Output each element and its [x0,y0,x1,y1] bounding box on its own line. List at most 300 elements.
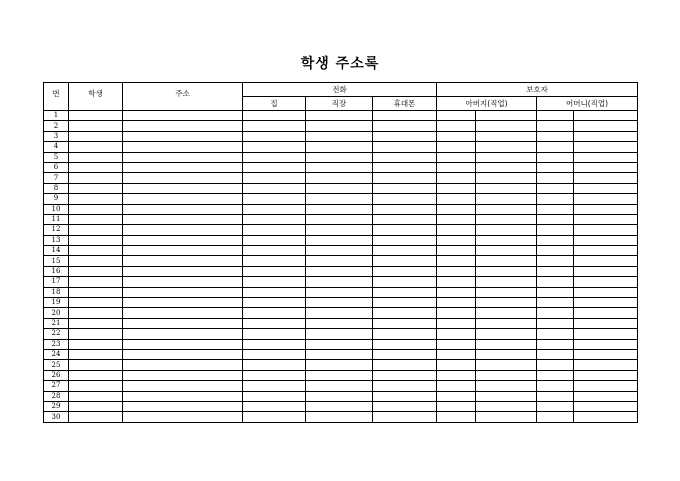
row-number: 5 [44,152,69,162]
mother-occupation-cell[interactable] [574,287,638,297]
father-occupation-cell[interactable] [476,381,537,391]
father-occupation-cell[interactable] [476,225,537,235]
phone-home-cell[interactable] [243,142,306,152]
mother-occupation-cell[interactable] [574,121,638,131]
phone-work-cell[interactable] [306,131,373,141]
table-body [44,111,638,423]
father-occupation-cell[interactable] [476,256,537,266]
mother-occupation-cell[interactable] [574,214,638,224]
table-row [44,194,638,204]
father-cell[interactable] [437,412,476,422]
phone-work-cell[interactable] [306,298,373,308]
father-occupation-cell[interactable] [476,349,537,359]
phone-home-cell[interactable] [243,381,306,391]
name-cell[interactable] [69,287,123,297]
phone-mobile-cell[interactable] [373,287,437,297]
phone-home-cell[interactable] [243,318,306,328]
phone-work-cell[interactable] [306,111,373,121]
phone-work-cell[interactable] [306,287,373,297]
mother-occupation-cell[interactable] [574,401,638,411]
phone-mobile-cell[interactable] [373,235,437,245]
phone-work-cell[interactable] [306,401,373,411]
name-cell[interactable] [69,277,123,287]
address-cell[interactable] [123,162,243,172]
father-occupation-cell[interactable] [476,152,537,162]
name-cell[interactable] [69,401,123,411]
mother-cell[interactable] [537,142,574,152]
father-occupation-cell[interactable] [476,339,537,349]
phone-mobile-cell[interactable] [373,142,437,152]
address-cell[interactable] [123,131,243,141]
name-cell[interactable] [69,370,123,380]
father-occupation-cell[interactable] [476,142,537,152]
name-cell[interactable] [69,214,123,224]
phone-home-cell[interactable] [243,235,306,245]
father-cell[interactable] [437,370,476,380]
mother-occupation-cell[interactable] [574,162,638,172]
mother-cell[interactable] [537,412,574,422]
father-occupation-cell[interactable] [476,121,537,131]
address-cell[interactable] [123,111,243,121]
phone-work-cell[interactable] [306,349,373,359]
row-number: 10 [44,204,69,214]
father-occupation-cell[interactable] [476,183,537,193]
father-occupation-cell[interactable] [476,298,537,308]
row-number: 11 [44,214,69,224]
phone-home-cell[interactable] [243,391,306,401]
phone-home-cell[interactable] [243,246,306,256]
address-cell[interactable] [123,381,243,391]
mother-occupation-cell[interactable] [574,391,638,401]
phone-home-cell[interactable] [243,308,306,318]
phone-home-cell[interactable] [243,121,306,131]
name-cell[interactable] [69,391,123,401]
mother-occupation-cell[interactable] [574,360,638,370]
father-cell[interactable] [437,298,476,308]
mother-occupation-cell[interactable] [574,266,638,276]
father-occupation-cell[interactable] [476,329,537,339]
phone-work-cell[interactable] [306,266,373,276]
address-cell[interactable] [123,194,243,204]
mother-occupation-cell[interactable] [574,329,638,339]
name-cell[interactable] [69,318,123,328]
address-cell[interactable] [123,391,243,401]
mother-occupation-cell[interactable] [574,225,638,235]
father-cell[interactable] [437,391,476,401]
table-row [44,318,638,328]
row-number: 2 [44,121,69,131]
address-cell[interactable] [123,152,243,162]
phone-mobile-cell[interactable] [373,194,437,204]
row-number: 25 [44,360,69,370]
father-occupation-cell[interactable] [476,277,537,287]
table-row [44,412,638,422]
address-cell[interactable] [123,339,243,349]
phone-mobile-cell[interactable] [373,412,437,422]
phone-work-cell[interactable] [306,339,373,349]
address-cell[interactable] [123,287,243,297]
father-cell[interactable] [437,349,476,359]
phone-mobile-cell[interactable] [373,349,437,359]
father-cell[interactable] [437,266,476,276]
father-cell[interactable] [437,121,476,131]
address-cell[interactable] [123,121,243,131]
address-cell[interactable] [123,308,243,318]
father-occupation-cell[interactable] [476,401,537,411]
father-occupation-cell[interactable] [476,266,537,276]
phone-home-cell[interactable] [243,183,306,193]
father-occupation-cell[interactable] [476,162,537,172]
address-cell[interactable] [123,246,243,256]
phone-mobile-cell[interactable] [373,162,437,172]
phone-work-cell[interactable] [306,329,373,339]
phone-mobile-cell[interactable] [373,339,437,349]
row-number: 28 [44,391,69,401]
name-cell[interactable] [69,204,123,214]
name-cell[interactable] [69,235,123,245]
phone-work-cell[interactable] [306,183,373,193]
name-cell[interactable] [69,121,123,131]
phone-mobile-cell[interactable] [373,246,437,256]
phone-mobile-cell[interactable] [373,277,437,287]
mother-cell[interactable] [537,131,574,141]
phone-mobile-cell[interactable] [373,401,437,411]
phone-home-cell[interactable] [243,162,306,172]
phone-mobile-cell[interactable] [373,111,437,121]
row-number: 24 [44,349,69,359]
mother-cell[interactable] [537,329,574,339]
header-phone-home: 집 [243,97,306,111]
father-cell[interactable] [437,173,476,183]
address-cell[interactable] [123,225,243,235]
address-cell[interactable] [123,173,243,183]
row-number: 26 [44,370,69,380]
address-cell[interactable] [123,360,243,370]
father-cell[interactable] [437,339,476,349]
address-cell[interactable] [123,256,243,266]
phone-work-cell[interactable] [306,318,373,328]
mother-cell[interactable] [537,349,574,359]
address-cell[interactable] [123,214,243,224]
phone-home-cell[interactable] [243,277,306,287]
mother-occupation-cell[interactable] [574,152,638,162]
phone-home-cell[interactable] [243,349,306,359]
phone-work-cell[interactable] [306,142,373,152]
phone-mobile-cell[interactable] [373,308,437,318]
phone-home-cell[interactable] [243,287,306,297]
mother-occupation-cell[interactable] [574,204,638,214]
mother-cell[interactable] [537,246,574,256]
mother-occupation-cell[interactable] [574,308,638,318]
mother-occupation-cell[interactable] [574,318,638,328]
address-cell[interactable] [123,266,243,276]
phone-mobile-cell[interactable] [373,266,437,276]
mother-occupation-cell[interactable] [574,370,638,380]
father-cell[interactable] [437,287,476,297]
name-cell[interactable] [69,111,123,121]
father-cell[interactable] [437,381,476,391]
phone-home-cell[interactable] [243,298,306,308]
phone-mobile-cell[interactable] [373,381,437,391]
row-number: 13 [44,235,69,245]
father-cell[interactable] [437,235,476,245]
name-cell[interactable] [69,246,123,256]
phone-mobile-cell[interactable] [373,360,437,370]
father-cell[interactable] [437,152,476,162]
father-occupation-cell[interactable] [476,204,537,214]
name-cell[interactable] [69,308,123,318]
mother-cell[interactable] [537,318,574,328]
phone-work-cell[interactable] [306,121,373,131]
address-cell[interactable] [123,412,243,422]
mother-occupation-cell[interactable] [574,142,638,152]
name-cell[interactable] [69,162,123,172]
phone-mobile-cell[interactable] [373,318,437,328]
mother-cell[interactable] [537,183,574,193]
row-number: 15 [44,256,69,266]
phone-home-cell[interactable] [243,401,306,411]
mother-cell[interactable] [537,152,574,162]
father-occupation-cell[interactable] [476,318,537,328]
mother-cell[interactable] [537,339,574,349]
phone-work-cell[interactable] [306,360,373,370]
address-cell[interactable] [123,183,243,193]
phone-mobile-cell[interactable] [373,298,437,308]
father-cell[interactable] [437,194,476,204]
phone-home-cell[interactable] [243,256,306,266]
phone-work-cell[interactable] [306,214,373,224]
row-number: 17 [44,277,69,287]
phone-mobile-cell[interactable] [373,214,437,224]
address-cell[interactable] [123,277,243,287]
phone-work-cell[interactable] [306,173,373,183]
phone-work-cell[interactable] [306,256,373,266]
mother-cell[interactable] [537,173,574,183]
father-occupation-cell[interactable] [476,111,537,121]
phone-work-cell[interactable] [306,235,373,245]
phone-work-cell[interactable] [306,277,373,287]
phone-home-cell[interactable] [243,204,306,214]
mother-occupation-cell[interactable] [574,412,638,422]
phone-home-cell[interactable] [243,111,306,121]
father-cell[interactable] [437,131,476,141]
father-cell[interactable] [437,401,476,411]
phone-home-cell[interactable] [243,152,306,162]
mother-cell[interactable] [537,121,574,131]
father-cell[interactable] [437,204,476,214]
mother-occupation-cell[interactable] [574,183,638,193]
table-row [44,256,638,266]
phone-mobile-cell[interactable] [373,131,437,141]
mother-cell[interactable] [537,360,574,370]
mother-cell[interactable] [537,225,574,235]
father-occupation-cell[interactable] [476,308,537,318]
father-cell[interactable] [437,111,476,121]
father-cell[interactable] [437,183,476,193]
phone-work-cell[interactable] [306,225,373,235]
name-cell[interactable] [69,339,123,349]
mother-cell[interactable] [537,298,574,308]
father-cell[interactable] [437,308,476,318]
mother-occupation-cell[interactable] [574,246,638,256]
name-cell[interactable] [69,298,123,308]
mother-occupation-cell[interactable] [574,173,638,183]
mother-cell[interactable] [537,391,574,401]
header-phone-mobile: 휴대폰 [373,97,437,111]
phone-work-cell[interactable] [306,152,373,162]
phone-work-cell[interactable] [306,246,373,256]
name-cell[interactable] [69,360,123,370]
father-occupation-cell[interactable] [476,287,537,297]
table-row [44,308,638,318]
page-title: 학생 주소록 [300,56,380,72]
phone-mobile-cell[interactable] [373,391,437,401]
father-occupation-cell[interactable] [476,235,537,245]
father-occupation-cell[interactable] [476,214,537,224]
father-occupation-cell[interactable] [476,370,537,380]
mother-cell[interactable] [537,381,574,391]
father-occupation-cell[interactable] [476,391,537,401]
address-cell[interactable] [123,204,243,214]
mother-cell[interactable] [537,162,574,172]
address-cell[interactable] [123,370,243,380]
mother-occupation-cell[interactable] [574,111,638,121]
table-row [44,235,638,245]
phone-mobile-cell[interactable] [373,173,437,183]
father-cell[interactable] [437,360,476,370]
row-number: 22 [44,329,69,339]
father-cell[interactable] [437,142,476,152]
name-cell[interactable] [69,329,123,339]
phone-work-cell[interactable] [306,162,373,172]
mother-cell[interactable] [537,287,574,297]
father-occupation-cell[interactable] [476,412,537,422]
student-address-table [43,82,638,423]
name-cell[interactable] [69,131,123,141]
phone-work-cell[interactable] [306,194,373,204]
mother-cell[interactable] [537,370,574,380]
phone-mobile-cell[interactable] [373,225,437,235]
father-occupation-cell[interactable] [476,173,537,183]
phone-home-cell[interactable] [243,339,306,349]
phone-mobile-cell[interactable] [373,183,437,193]
mother-cell[interactable] [537,308,574,318]
row-number: 8 [44,183,69,193]
mother-occupation-cell[interactable] [574,235,638,245]
name-cell[interactable] [69,152,123,162]
name-cell[interactable] [69,194,123,204]
mother-occupation-cell[interactable] [574,194,638,204]
address-cell[interactable] [123,349,243,359]
name-cell[interactable] [69,381,123,391]
table-row [44,204,638,214]
father-cell[interactable] [437,318,476,328]
father-occupation-cell[interactable] [476,194,537,204]
mother-occupation-cell[interactable] [574,381,638,391]
phone-home-cell[interactable] [243,214,306,224]
phone-work-cell[interactable] [306,308,373,318]
mother-occupation-cell[interactable] [574,277,638,287]
header-student-name: 학생 [69,83,123,111]
mother-cell[interactable] [537,235,574,245]
mother-cell[interactable] [537,111,574,121]
mother-cell[interactable] [537,204,574,214]
mother-occupation-cell[interactable] [574,339,638,349]
phone-home-cell[interactable] [243,225,306,235]
phone-home-cell[interactable] [243,370,306,380]
phone-home-cell[interactable] [243,194,306,204]
phone-work-cell[interactable] [306,412,373,422]
name-cell[interactable] [69,183,123,193]
name-cell[interactable] [69,266,123,276]
address-cell[interactable] [123,401,243,411]
father-occupation-cell[interactable] [476,246,537,256]
phone-home-cell[interactable] [243,173,306,183]
father-cell[interactable] [437,162,476,172]
phone-mobile-cell[interactable] [373,329,437,339]
mother-occupation-cell[interactable] [574,131,638,141]
phone-work-cell[interactable] [306,381,373,391]
father-cell[interactable] [437,246,476,256]
phone-home-cell[interactable] [243,131,306,141]
father-cell[interactable] [437,256,476,266]
phone-mobile-cell[interactable] [373,204,437,214]
address-cell[interactable] [123,318,243,328]
name-cell[interactable] [69,225,123,235]
phone-home-cell[interactable] [243,360,306,370]
father-occupation-cell[interactable] [476,360,537,370]
mother-occupation-cell[interactable] [574,349,638,359]
address-cell[interactable] [123,298,243,308]
mother-cell[interactable] [537,194,574,204]
name-cell[interactable] [69,412,123,422]
phone-work-cell[interactable] [306,370,373,380]
father-cell[interactable] [437,225,476,235]
phone-work-cell[interactable] [306,204,373,214]
address-cell[interactable] [123,142,243,152]
phone-home-cell[interactable] [243,329,306,339]
row-number: 12 [44,225,69,235]
mother-cell[interactable] [537,256,574,266]
phone-mobile-cell[interactable] [373,152,437,162]
name-cell[interactable] [69,256,123,266]
row-number: 29 [44,401,69,411]
father-occupation-cell[interactable] [476,131,537,141]
phone-work-cell[interactable] [306,391,373,401]
phone-home-cell[interactable] [243,266,306,276]
father-cell[interactable] [437,329,476,339]
name-cell[interactable] [69,173,123,183]
row-number: 3 [44,131,69,141]
father-cell[interactable] [437,214,476,224]
name-cell[interactable] [69,142,123,152]
address-cell[interactable] [123,235,243,245]
father-cell[interactable] [437,277,476,287]
mother-occupation-cell[interactable] [574,256,638,266]
mother-cell[interactable] [537,266,574,276]
mother-cell[interactable] [537,277,574,287]
address-cell[interactable] [123,329,243,339]
phone-home-cell[interactable] [243,412,306,422]
mother-cell[interactable] [537,401,574,411]
name-cell[interactable] [69,349,123,359]
phone-mobile-cell[interactable] [373,256,437,266]
mother-occupation-cell[interactable] [574,298,638,308]
phone-mobile-cell[interactable] [373,370,437,380]
mother-cell[interactable] [537,214,574,224]
phone-mobile-cell[interactable] [373,121,437,131]
table-row [44,214,638,224]
